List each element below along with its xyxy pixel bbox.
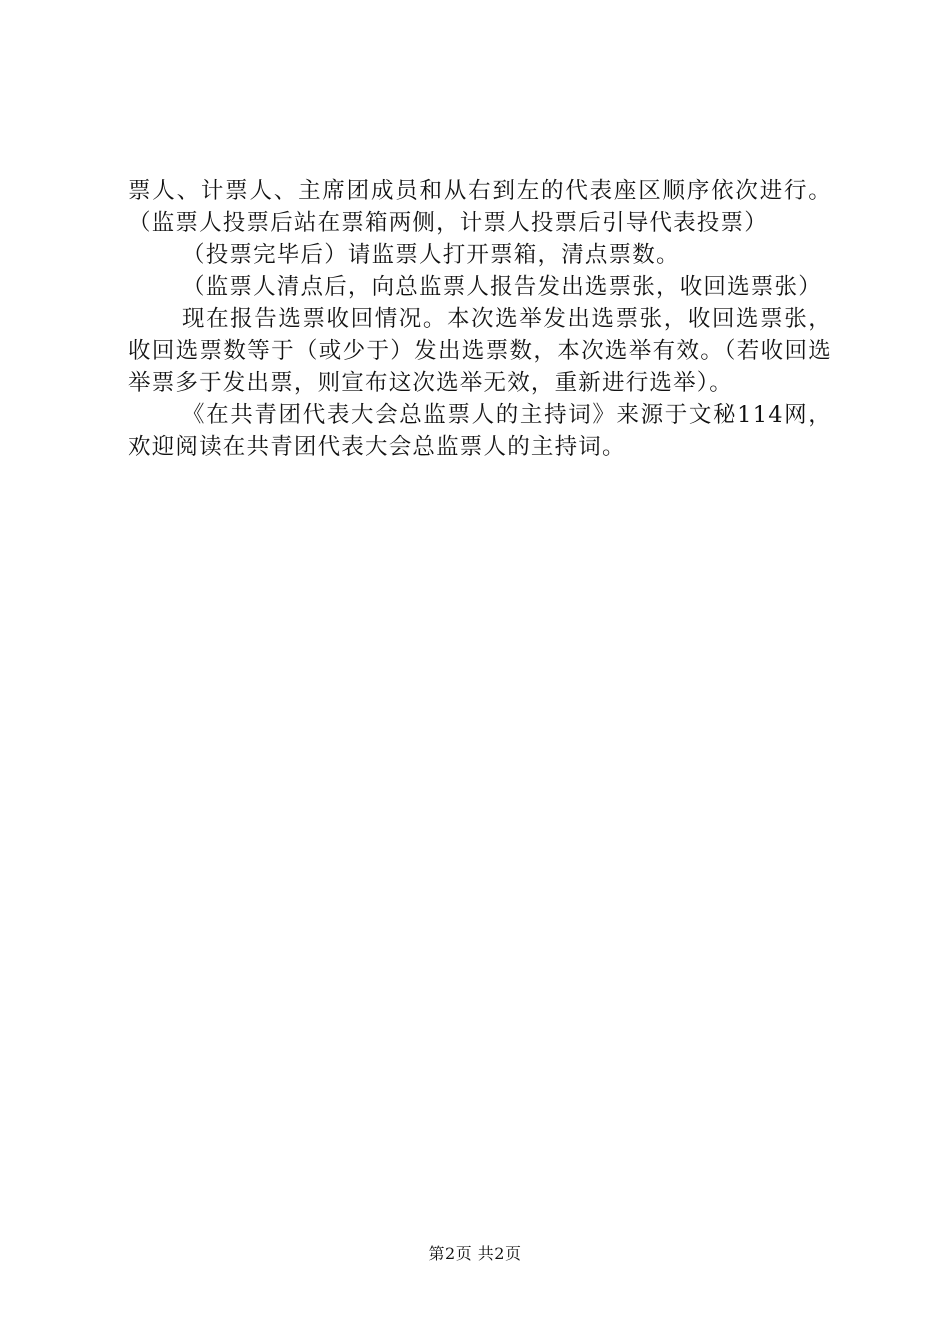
document-body: [128, 175, 832, 463]
paragraph-results-report: 现在报告选票收回情况。本次选举发出选票张，收回选票张，收回选票数等于（或少于）发出选票数，本次选举有效。（若收回选举票多于发出票，则宣布这次选举无效，重新进行选举）。: [128, 306, 832, 396]
page-number-footer: 第2页 共2页: [428, 1244, 522, 1263]
paragraph-count-report: （监票人清点后，向总监票人报告发出选票张，收回选票张）: [182, 274, 822, 300]
paragraph-source-note: 《在共青团代表大会总监票人的主持词》来源于文秘114网，欢迎阅读在共青团代表大会总监票人的主持词。: [128, 402, 832, 460]
paragraph-continuation: 票人、计票人、主席团成员和从右到左的代表座区顺序依次进行。（监票人投票后站在票箱两侧，计票人投票后引导代表投票）: [128, 178, 832, 236]
paragraph-open-ballot-box: （投票完毕后）请监票人打开票箱，清点票数。: [182, 242, 680, 268]
